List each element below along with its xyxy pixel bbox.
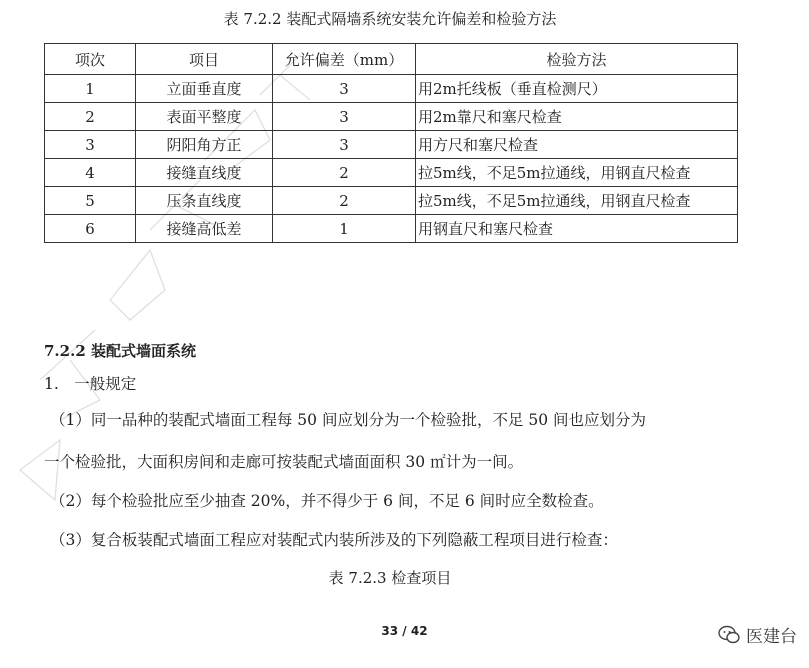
paragraph-1-line-2: 一个检验批，大面积房间和走廊可按装配式墙面面积 30 ㎡计为一间。: [44, 453, 524, 471]
cell-method: 用2m托线板（垂直检测尺）: [416, 75, 738, 103]
header-tolerance: 允许偏差（mm）: [273, 44, 416, 75]
paragraph-1-line-1: （1）同一品种的装配式墙面工程每 50 间应划分为一个检验批，不足 50 间也应划分为: [50, 411, 647, 429]
table-row: [45, 187, 738, 215]
cell-tolerance: 3: [273, 75, 416, 103]
header-item: 项目: [136, 44, 273, 75]
cell-method: 用钢直尺和塞尺检查: [416, 215, 738, 243]
cell-item: 立面垂直度: [136, 75, 273, 103]
page-number: 33 / 42: [381, 624, 428, 638]
cell-no: 4: [45, 159, 136, 187]
table-header-row: [45, 44, 738, 75]
cell-tolerance: 3: [273, 103, 416, 131]
paragraph-3: （3）复合板装配式墙面工程应对装配式内装所涉及的下列隐蔽工程项目进行检查：: [50, 531, 618, 549]
section-heading: 7.2.2 装配式墙面系统: [44, 342, 196, 360]
cell-method: 拉5m线，不足5m拉通线，用钢直尺检查: [416, 187, 738, 215]
cell-tolerance: 1: [273, 215, 416, 243]
cell-no: 2: [45, 103, 136, 131]
tolerance-table: [44, 43, 738, 243]
cell-no: 1: [45, 75, 136, 103]
cell-no: 3: [45, 131, 136, 159]
wechat-icon: [718, 625, 740, 645]
header-no: 项次: [45, 44, 136, 75]
paragraph-2: （2）每个检验批应至少抽查 20%，并不得少于 6 间，不足 6 间时应全数检查。: [50, 492, 604, 510]
table-row: [45, 103, 738, 131]
cell-method: 用方尺和塞尺检查: [416, 131, 738, 159]
cell-method: 拉5m线，不足5m拉通线，用钢直尺检查: [416, 159, 738, 187]
table-row: [45, 159, 738, 187]
table-row: [45, 131, 738, 159]
brand-name: 医建台: [746, 627, 797, 647]
cell-item: 压条直线度: [136, 187, 273, 215]
cell-item: 接缝直线度: [136, 159, 273, 187]
cell-no: 5: [45, 187, 136, 215]
general-rules-heading: 1. 一般规定: [44, 375, 137, 393]
header-method: 检验方法: [416, 44, 738, 75]
cell-item: 表面平整度: [136, 103, 273, 131]
brand-badge: [718, 622, 797, 647]
cell-tolerance: 2: [273, 187, 416, 215]
cell-item: 接缝高低差: [136, 215, 273, 243]
cell-tolerance: 2: [273, 159, 416, 187]
cell-method: 用2m靠尺和塞尺检查: [416, 103, 738, 131]
cell-item: 阴阳角方正: [136, 131, 273, 159]
table-row: [45, 215, 738, 243]
cell-no: 6: [45, 215, 136, 243]
cell-tolerance: 3: [273, 131, 416, 159]
table-row: [45, 75, 738, 103]
table-7-2-3-caption: 表 7.2.3 检查项目: [328, 569, 452, 587]
table-caption: 表 7.2.2 装配式隔墙系统安装允许偏差和检验方法: [223, 10, 557, 28]
